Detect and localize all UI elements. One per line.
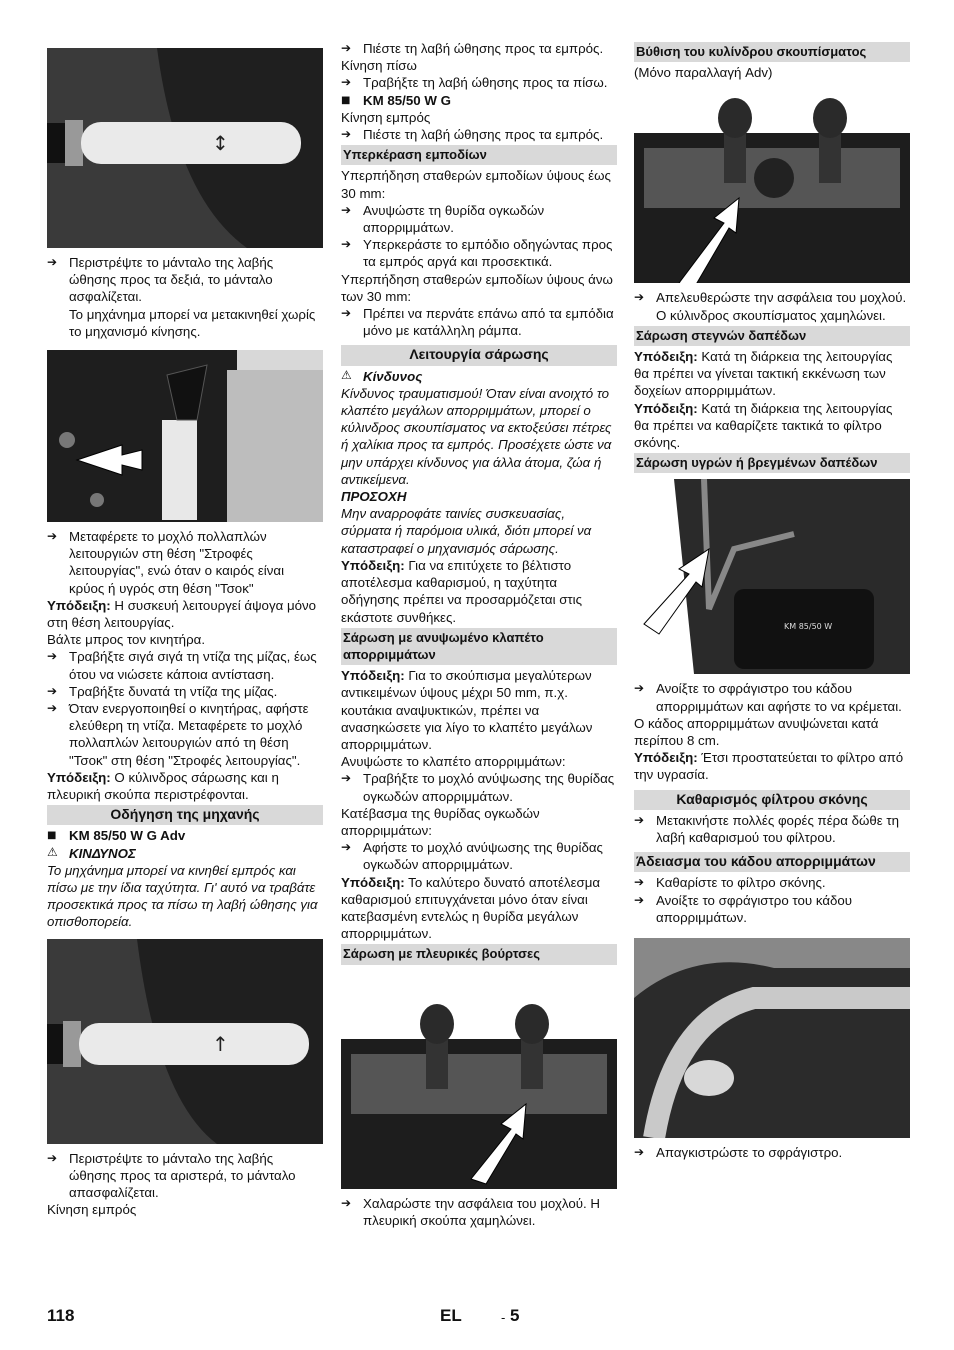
column-2: ➔ Πιέστε τη λαβή ώθησης προς τα εμπρός. Κίνηση πίσω ➔ Τραβήξτε τη λαβή ώθησης προς τα πίσω. ■ KM 85/50 W G Κίνηση εμπρός ➔ Πιέστε τη λαβή ώθησης προς τα εμπρός. Υπερκέραση εμποδίων Υπερπήδηση σταθερών εμποδίων ύψους έως 30 mm: ➔ Ανυψώστε τη θυρίδα ογκωδών απορριμμάτων. ➔ Υπερκεράστε το εμπόδιο οδηγώντας προς τα εμπρός αργά και προσεκτικά. Υπερπήδηση σταθερών εμποδίων ύψους άνω των 30 mm: ➔ Πρέπει να περνάτε επάνω από τα εμπόδια μόνο με κατάλληλη ράμπα. Λειτουργία σάρωσης ⚠ Κίνδυνος Κίνδυνος τραυματισμού! Όταν είναι ανοιχτό το κλαπέτο μεγάλων απορριμμάτων, μπορεί ο κύλινδρος σκουπίσματος να εκτοξεύσει πέτρες ή χαλίκια προς τα εμπρός. Προσέχετε ώστε να μην υπάρχει κίνδυνος για άλλα άτομα, ζώα ή αντικείμενα. ΠΡΟΣΟΧΗ Μην αναρροφάτε ταινίες συσκευασίας, σύρματα ή παρόμοια υλικά, διότι μπορεί να καταστραφεί ο μηχανισμός σάρωσης. Υπόδειξη: Για να επιτύχετε το βέλτιστο αποτέλεσμα καθαρισμού, η ταχύτητα οδήγησης πρέπει να προσαρμόζεται στις εκάστοτε συνθήκες. Σάρωση με ανυψωμένο κλαπέτο απορριμμάτων Υπόδειξη: Για το σκούπισμα μεγαλύτερων αντικειμένων ύψους μέχρι 50 mm, π.χ. κουτάκια αναψυκτικών, πρέπει να ανασηκώσετε για λίγο το κλαπέτο μεγάλων απορριμμάτων. Ανυψώστε το κλαπέτο απορριμμάτων: ➔ Τραβήξτε το μοχλό ανύψωσης της θυρίδας ογκωδών απορριμμάτων. Κατέβασμα της θυρίδας ογκωδών απορριμμάτων: ➔ Αφήστε το μοχλό ανύψωσης της θυρίδας ογκωδών απορριμμάτων. Υπόδειξη: Το καλύτερο δυνατό αποτέλεσμα καθαρισμού επιτυγχάνεται μόνο όταν είναι κατεβασμένη εντελώς η θυρίδα μεγάλων απορριμμάτων. Σάρωση με πλευρικές βούρτσες ➔ Χαλαρώστε την ασφάλεια του μοχλού. Η πλευρική σκούπα χαμηλώνει. — [341, 40, 617, 1229]
step-rotate-latch-left: ➔ Περιστρέψτε το μάνταλο της λαβής ώθησης προς τα αριστερά, το μάνταλο απασφαλίζεται. — [47, 1150, 323, 1202]
column-1: ↕ ➔ Περιστρέψτε το μάνταλο της λαβής ώθησης προς τα δεξιά, το μάνταλο ασφαλίζεται. Το μηχάνημα μπορεί να μετακινηθεί χωρίς το μηχανισμό κίνησης. ➔ Μεταφέρετε το μοχλό πολλαπλών λειτουργιών στη θέση "Στροφές λειτουργίας", ενώ όταν ο καιρός είναι κρύος ή υγρός στη θέση "Τσοκ" Υπόδειξη: Η συσκευή λειτουργεί άψογα μόνο στη θέση λειτουργίας. Βάλτε μπρος τον κινητήρα. ➔ Τραβήξτε σιγά σιγά τη ντίζα της μίζας, έως ότου να νιώσετε κάποια αντίσταση. ➔ Τραβήξτε δυνατά τη ντίζα της μίζας. ➔ Όταν ενεργοποιηθεί ο κινητήρας, αφήστε ελεύθερη τη ντίζα. Μεταφέρετε το μοχλό πολλαπλών λειτουργιών από τη θέση "Τσοκ" στη θέση "Στροφές λειτουργίας". Υπόδειξη: Ο κύλινδρος σάρωσης και η πλευρική σκούπα περιστρέφονται. Οδήγηση της μηχανής ■ KM 85/50 W G Adv ⚠ ΚΙΝΔΥΝΟΣ Το μηχάνημα μπορεί να κινηθεί εμπρός και πίσω με την ίδια ταχύτητα. Γι' αυτό να τραβάτε προσεκτικά προς τα πίσω τη λαβή ώθησης για οπισθοπορεία. ↑ ➔ Περιστρέψτε το μάνταλο της λαβής ώθησης προς τα αριστερά, το μάνταλο απασφαλίζεται. Κίνηση εμπρός — [47, 40, 323, 1219]
model-label: ■ KM 85/50 W G Adv — [47, 827, 323, 844]
section-number: 5 — [510, 1306, 520, 1325]
danger-label: ⚠ Κίνδυνος — [341, 368, 617, 385]
step-rotate-latch-right: ➔ Περιστρέψτε το μάνταλο της λαβής ώθησης προς τα δεξιά, το μάνταλο ασφαλίζεται. — [47, 254, 323, 306]
column-3: Βύθιση του κυλίνδρου σκουπίσματος (Μόνο παραλλαγή Adv) ➔ Απελευθερώστε την ασφάλεια του μοχλού. Ο κύλινδρος σκουπίσματος χαμηλώνει. Σάρωση στεγνών δαπέδων Υπόδειξη: Κατά τη διάρκεια της λειτουργίας θα πρέπει να γίνεται τακτική εκκένωση των δοχείων απορριμμάτων. Υπόδειξη: Κατά τη διάρκεια της λειτουργίας θα πρέπει να καθαρίζετε τακτικά το φίλτρο σκόνης. Σάρωση υγρών ή βρεγμένων δαπέδων KM 85/50 W ➔ Ανοίξτε το σφράγιστρο του κάδου απορριμμάτων και αφήστε το να κρέμεται. Ο κάδος απορριμμάτων ανυψώνεται κατά περίπου 8 cm. Υπόδειξη: Έτσι προστατεύεται το φίλτρο από την υγρασία. Καθαρισμός φίλτρου σκόνης ➔ Μετακινήστε πολλές φορές πέρα δώθε τη λαβή καθαρισμού του φίλτρου. Άδειασμα του κάδου απορριμμάτων ➔ Καθαρίστε το φίλτρο σκόνης. ➔ Ανοίξτε το σφράγιστρο του κάδου απορριμμάτων. ➔ Απαγκιστρώστε το σφράγιστρο. — [634, 40, 910, 1161]
model-label: ■ KM 85/50 W G — [341, 92, 617, 109]
heading-empty-container: Άδειασμα του κάδου απορριμμάτων — [634, 852, 910, 872]
photo-push-handle-right — [47, 48, 323, 248]
heading-dust-filter: Καθαρισμός φίλτρου σκόνης — [634, 790, 910, 810]
svg-text:↑: ↑ — [212, 1031, 229, 1056]
svg-text:↕: ↕ — [212, 131, 229, 155]
photo-unhook-seal — [634, 938, 910, 1138]
photo-push-handle-left — [47, 939, 323, 1144]
heading-sweeping: Λειτουργία σάρωσης — [341, 345, 617, 365]
photo-roller-lever — [634, 93, 910, 283]
language-code: EL — [440, 1306, 462, 1325]
heading-obstacles: Υπερκέραση εμποδίων — [341, 145, 617, 165]
heading-wet-floors: Σάρωση υγρών ή βρεγμένων δαπέδων — [634, 453, 910, 473]
machine-label: KM 85/50 W — [784, 622, 833, 632]
caution-label: ΠΡΟΣΟΧΗ — [341, 489, 407, 505]
photo-side-brush-lever — [341, 979, 617, 1189]
footer-separator: - — [501, 1310, 506, 1325]
heading-lower-roller: Βύθιση του κυλίνδρου σκουπίσματος — [634, 42, 910, 62]
photo-multifunction-lever — [47, 350, 323, 522]
page-number: 118 — [47, 1306, 75, 1325]
heading-driving: Οδήγηση της μηχανής — [47, 805, 323, 825]
danger-label: ⚠ ΚΙΝΔΥΝΟΣ — [47, 845, 323, 862]
heading-side-brushes: Σάρωση με πλευρικές βούρτσες — [341, 944, 617, 964]
heading-raised-flap: Σάρωση με ανυψωμένο κλαπέτο απορριμμάτων — [341, 628, 617, 665]
heading-dry-floors: Σάρωση στεγνών δαπέδων — [634, 326, 910, 346]
photo-waste-container-seal — [634, 479, 910, 674]
step-move-lever: ➔ Μεταφέρετε το μοχλό πολλαπλών λειτουργιών στη θέση "Στροφές λειτουργίας", ενώ όταν ο καιρός είναι κρύος ή υγρός στη θέση "Τσοκ" — [47, 528, 323, 597]
